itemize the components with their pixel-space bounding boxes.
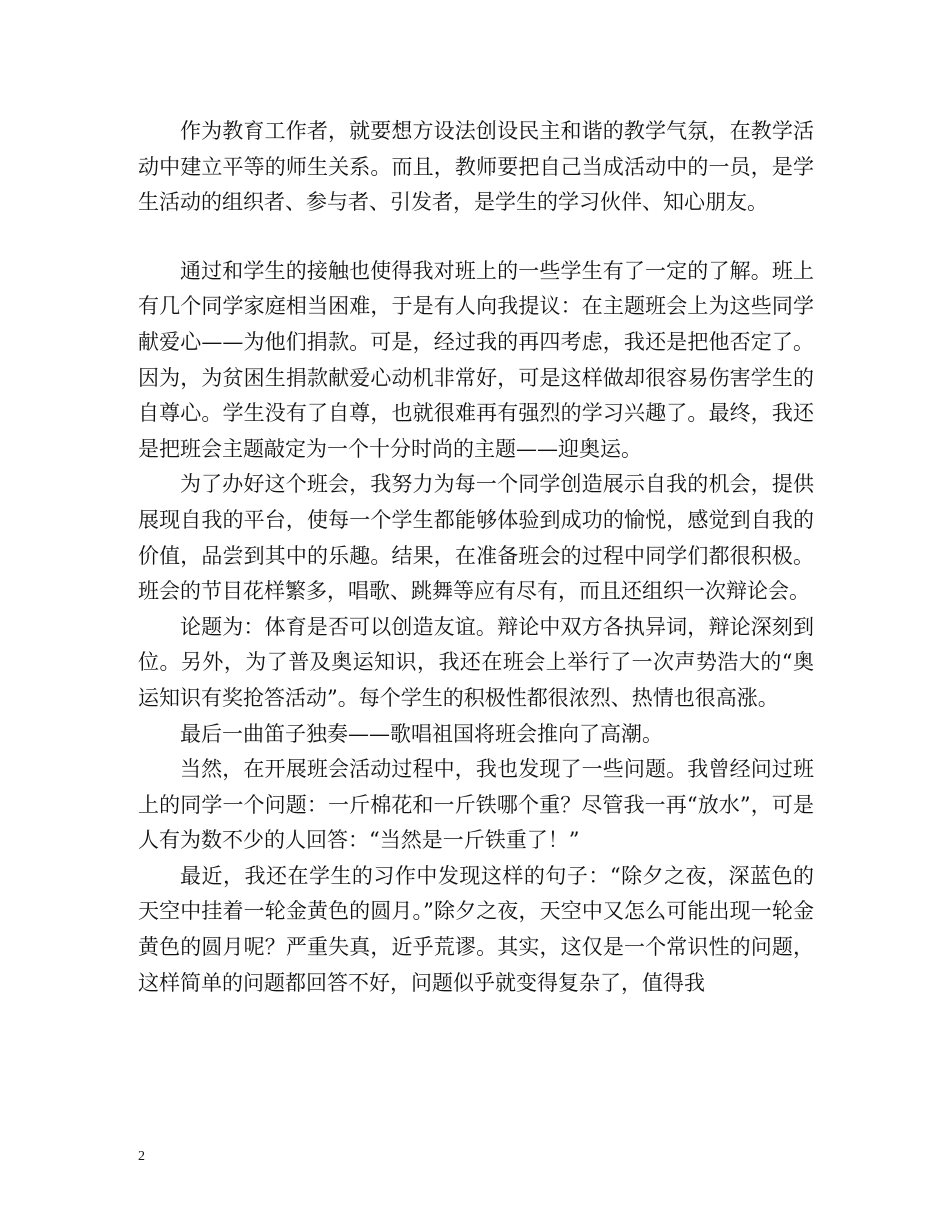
paragraph: 作为教育工作者，就要想方设法创设民主和谐的教学气氛，在教学活动中建立平等的师生关系。而且，教师要把自己当成活动中的一员，是学生活动的组织者、参与者、引发者，是学生的学习伙伴、知心朋友。 — [138, 119, 814, 215]
paragraph: 最近，我还在学生的习作中发现这样的句子：“除夕之夜，深蓝色的天空中挂着一轮金黄色的圆月。”除夕之夜，天空中又怎么可能出现一轮金黄色的圆月呢？严重失真，近乎荒谬。其实，这仅是一个常识性的问题，这样简单的问题都回答不好，问题似乎就变得复杂了，值得我 — [138, 863, 814, 995]
paragraph: 最后一曲笛子独奏——歌唱祖国将班会推向了高潮。 — [180, 721, 663, 746]
paragraph: 为了办好这个班会，我努力为每一个同学创造展示自我的机会，提供展现自我的平台，使每一个学生都能够体验到成功的愉悦，感觉到自我的价值，品尝到其中的乐趣。结果，在准备班会的过程中同学们都很积极。班会的节目花样繁多，唱歌、跳舞等应有尽有，而且还组织一次辩论会。 — [138, 472, 814, 604]
paragraph: 通过和学生的接触也使得我对班上的一些学生有了一定的了解。班上有几个同学家庭相当困难，于是有人向我提议：在主题班会上为这些同学献爱心——为他们捐款。可是，经过我的再四考虑，我还是把他否定了。因为，为贫困生捐款献爱心动机非常好，可是这样做却很容易伤害学生的自尊心。学生没有了自尊，也就很难再有强烈的学习兴趣了。最终，我还是把班会主题敲定为一个十分时尚的主题——迎奥运。 — [138, 258, 814, 461]
page-number: 2 — [138, 1149, 145, 1164]
paragraph: 论题为：体育是否可以创造友谊。辩论中双方各执异词，辩论深刻到位。另外，为了普及奥运知识，我还在班会上举行了一次声势浩大的“奥运知识有奖抢答活动”。每个学生的积极性都很浓烈、热情也很高涨。 — [138, 614, 814, 710]
document-body — [138, 114, 814, 1001]
paragraph: 当然，在开展班会活动过程中，我也发现了一些问题。我曾经问过班上的同学一个问题：一斤棉花和一斤铁哪个重？尽管我一再“放水”，可是人有为数不少的人回答：“当然是一斤铁重了！” — [138, 757, 814, 853]
